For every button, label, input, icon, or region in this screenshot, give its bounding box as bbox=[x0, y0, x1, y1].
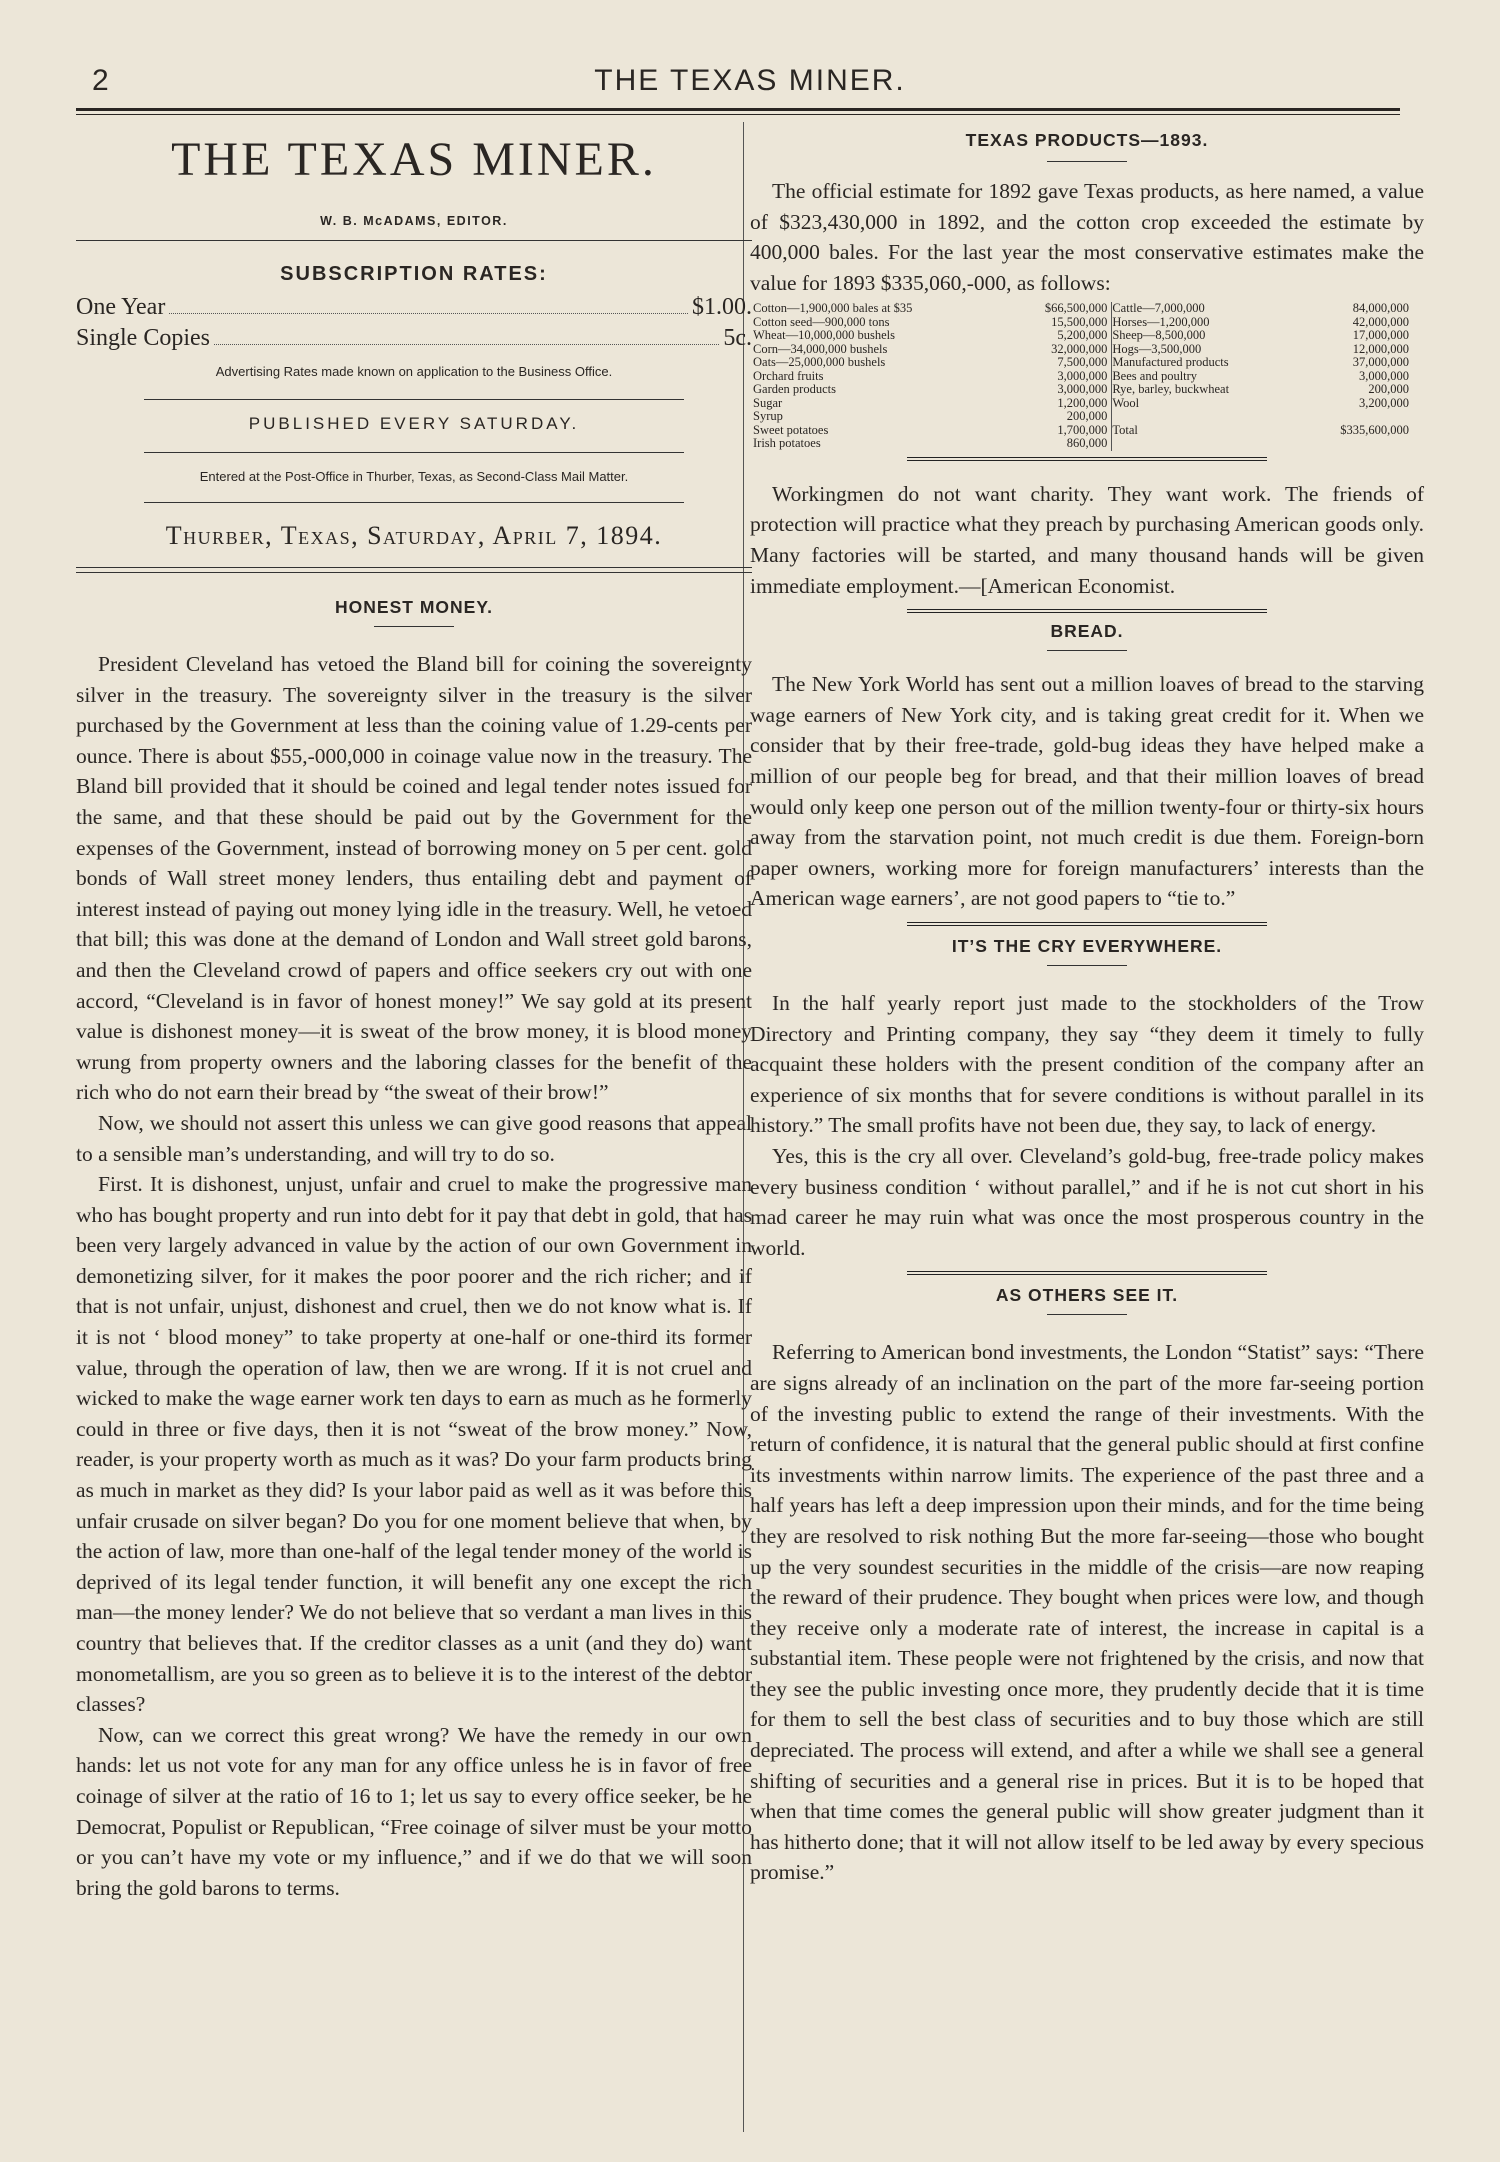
product-value: 3,000,000 bbox=[1359, 368, 1409, 383]
dateline-rule bbox=[76, 567, 752, 568]
product-value bbox=[1298, 410, 1413, 424]
products-table-row bbox=[753, 437, 1413, 451]
product-value: 42,000,000 bbox=[1352, 314, 1409, 329]
leader-dots bbox=[214, 344, 719, 345]
headline-rule bbox=[1047, 650, 1127, 651]
product-value: 1,700,000 bbox=[1006, 424, 1112, 438]
product-item: Cotton seed—900,000 tons bbox=[753, 314, 890, 329]
headline-rule bbox=[1047, 965, 1127, 966]
product-item bbox=[1112, 437, 1298, 451]
product-item: Manufactured products bbox=[1112, 355, 1229, 370]
article-texas-products bbox=[750, 176, 1424, 298]
product-item: Wool bbox=[1112, 395, 1140, 410]
products-table-row bbox=[753, 424, 1413, 438]
headline-rule bbox=[374, 626, 454, 627]
article-paragraph: Now, can we correct this great wrong? We have the remedy in our own hands: let us not vote for any man for any office unless he is in favor of free coinage of silver at the ratio of 16 to 1; let us say to every office seeker, be he Democrat, Populist or Republican, “Free coinage of silver must be your motto or you can’t have my vote or my influence,” and if we do that we will soon bring the gold barons to terms. bbox=[76, 1722, 752, 1900]
subscription-rates bbox=[76, 292, 752, 354]
header-rule bbox=[76, 108, 1400, 111]
product-value: $335,600,000 bbox=[1340, 422, 1409, 437]
product-value: 84,000,000 bbox=[1352, 301, 1409, 316]
article-bread bbox=[750, 669, 1424, 914]
product-value: 3,000,000 bbox=[1006, 383, 1112, 397]
product-item: Corn—34,000,000 bushels bbox=[753, 341, 888, 356]
running-title: THE TEXAS MINER. bbox=[594, 64, 906, 97]
product-item: Wheat—10,000,000 bushels bbox=[753, 328, 895, 343]
leader-dots bbox=[169, 313, 688, 314]
products-table-row bbox=[753, 302, 1413, 316]
product-item: Cotton—1,900,000 bales at $35 bbox=[753, 301, 913, 316]
article-paragraph: President Cleveland has vetoed the Bland bill for coining the sovereignty silver in the treasury. The sovereignty silver in the treasury is the silver purchased by the Government at less than the coining value of 1.29-cents per ounce. There is about $55,-000,000 in coinage value now in the treasury. The Bland bill provided that it should be coined and legal tender notes issued for the same, and that these should be paid out by the Government for the expenses of the Government, instead of borrowing money on 5 per cent. gold bonds of Wall street money lenders, thus entailing debt and payment of interest instead of paying out money lying idle in the treasury. Well, he vetoed that bill; this was done at the demand of London and Wall street gold barons, and then the Cleveland crowd of papers and office seekers cry out with one accord, “Cleveland is in favor of honest money!” We say gold at its present value is dishonest money—it is sweat of the brow money, it is blood money wrung from property owners and the laboring classes for the benefit of the rich who do not earn their bread by “the sweat of their brow!” bbox=[76, 652, 752, 1105]
article-headline: BREAD. bbox=[1050, 621, 1124, 642]
article-paragraph: In the half yearly report just made to the stockholders of the Trow Directory and Printing company, they say “they deem it timely to fully acquaint these holders with the present condition of the company after an experience of six months that for severe conditions is without parallel in its history.” The small profits have not been due, they say, to lack of energy. bbox=[750, 991, 1424, 1138]
rate-row-single-copies bbox=[76, 323, 752, 354]
product-item: Oats—25,000,000 bushels bbox=[753, 355, 886, 370]
products-table-row bbox=[753, 370, 1413, 384]
products-table-body bbox=[753, 302, 1413, 451]
product-value: 37,000,000 bbox=[1352, 355, 1409, 370]
masthead-rule bbox=[144, 452, 684, 453]
rate-row-one-year bbox=[76, 292, 752, 323]
products-table-row bbox=[753, 316, 1413, 330]
product-value: 5,200,000 bbox=[1006, 329, 1112, 343]
publication-schedule: PUBLISHED EVERY SATURDAY. bbox=[248, 414, 580, 433]
product-value: 200,000 bbox=[1368, 382, 1409, 397]
rate-value: $1.00. bbox=[692, 294, 752, 320]
article-headline: IT’S THE CRY EVERYWHERE. bbox=[951, 936, 1223, 956]
masthead-rule bbox=[76, 240, 752, 241]
headline-rule bbox=[1047, 1314, 1127, 1315]
article-paragraph: Workingmen do not want charity. They want work. The friends of protection will practice what they preach by purchasing American goods only. Many factories will be started, and many thousand hands will be given immediate employment.—[American Economist. bbox=[750, 481, 1424, 598]
product-item: Total bbox=[1112, 422, 1138, 437]
product-value: 7,500,000 bbox=[1006, 356, 1112, 370]
article-headline: TEXAS PRODUCTS—1893. bbox=[965, 130, 1209, 150]
article-paragraph: Yes, this is the cry all over. Cleveland’s gold-bug, free-trade policy makes every business condition ‘ without parallel,” and if he is not cut short in his mad career he may ruin what was once the most prosperous country in the world. bbox=[750, 1143, 1424, 1260]
section-divider bbox=[907, 609, 1267, 613]
product-item: Orchard fruits bbox=[753, 368, 824, 383]
product-value: 15,500,000 bbox=[1006, 316, 1112, 330]
masthead-rule bbox=[144, 502, 684, 503]
products-table-row bbox=[753, 410, 1413, 424]
rate-label: Single Copies bbox=[76, 325, 211, 351]
left-column bbox=[76, 122, 752, 1903]
editor-line: W. B. McADAMS, EDITOR. bbox=[320, 214, 508, 228]
products-table-row bbox=[753, 343, 1413, 357]
section-divider bbox=[907, 457, 1267, 461]
product-value: 12,000,000 bbox=[1352, 341, 1409, 356]
products-table-row bbox=[753, 329, 1413, 343]
article-paragraph: The New York World has sent out a million loaves of bread to the starving wage earners of New York city, and is taking great credit for it. When we consider that by their free-trade, gold-bug ideas they have helped make a million of our people beg for bread, and that their million loaves of bread would only keep one person out of the million twenty-four or thirty-six hours away from the starvation point, not much credit is due them. Foreign-born paper owners, working more for foreign manufacturers’ interests than the American wage earners’, are not good papers to “tie to.” bbox=[750, 672, 1424, 911]
section-divider bbox=[907, 922, 1267, 926]
masthead-title: THE TEXAS MINER. bbox=[171, 133, 657, 186]
product-item: Rye, barley, buckwheat bbox=[1112, 382, 1230, 397]
product-value: 32,000,000 bbox=[1006, 343, 1112, 357]
product-value: 200,000 bbox=[1006, 410, 1112, 424]
product-item: Garden products bbox=[753, 382, 836, 397]
subscription-heading: SUBSCRIPTION RATES: bbox=[280, 263, 548, 285]
article-paragraph: First. It is dishonest, unjust, unfair and cruel to make the progressive man who has bought property and run into debt for it pay that debt in gold, that has been very largely advanced in value by the action of our own Government in demonetizing silver, for it makes the poor poorer and the rich richer; and if that is not unfair, unjust, dishonest and cruel, then we do not know what is. If it is not ‘ blood money” to take property at one-half or one-third its former value, through the operation of law, then we are wrong. If it is not cruel and wicked to make the wage earner work ten days to earn as much as he formerly could in three or five days, then it is not “sweat of the brow money.” Now, reader, is your property worth as much as it was? Do your farm products bring as much in market as they did? Is your labor paid as well as it was before this unfair crusade on silver began? Do you for one moment believe that when, by the action of law, more than one-half of the legal tender money of the world is deprived of its legal tender function, it will benefit any one except the rich man—the money lender? We do not believe that so verdant a man lives in this country that believes that. If the creditor classes as a unit (and they do) want monometallism, are you so green as to believe it is to the interest of the debtor classes? bbox=[76, 1172, 752, 1717]
product-item: Cattle—7,000,000 bbox=[1112, 301, 1205, 316]
product-item: Sugar bbox=[753, 395, 783, 410]
article-headline: AS OTHERS SEE IT. bbox=[995, 1285, 1179, 1306]
article-paragraph: Referring to American bond investments, the London “Statist” says: “There are signs already of an inclination on the part of the more far-seeing portion of the investing public to extend the range of their investments. With the return of confidence, it is natural that the general public should at first confine its investments within narrow limits. The experience of the past three and a half years has left a deep impression upon their minds, and for the time being they are resolved to risk nothing But the more far-seeing—those who bought up the very soundest securities in the middle of the crisis—are now reaping the reward of their prudence. They bought when prices were low, and though they receive only a moderate rate of interest, the increase in capital is a substantial item. These people were not frightened by the crisis, and now that they see the public investing once more, they prudently decide that it is time for them to sell the best class of securities and to buy those which are still depreciated. The process will extend, and after a while we shall see a general shifting of securities and a general rise in prices. But it is to be hoped that when that time comes the general public will show greater judgment than it has hitherto done; that it will not allow itself to be led away by every specious promise.” bbox=[750, 1340, 1424, 1885]
advertising-note: Advertising Rates made known on application to the Business Office. bbox=[215, 364, 613, 379]
product-item bbox=[1112, 410, 1298, 424]
products-table-row bbox=[753, 397, 1413, 411]
postal-entry-note: Entered at the Post-Office in Thurber, Texas, as Second-Class Mail Matter. bbox=[199, 469, 629, 484]
dateline: Thurber, Texas, Saturday, April 7, 1894. bbox=[165, 521, 663, 550]
product-value: 1,200,000 bbox=[1006, 397, 1112, 411]
products-table-row bbox=[753, 383, 1413, 397]
product-value: $66,500,000 bbox=[1006, 302, 1112, 316]
product-item: Sheep—8,500,000 bbox=[1112, 328, 1206, 343]
masthead-rule bbox=[144, 399, 684, 400]
article-paragraph: Now, we should not assert this unless we can give good reasons that appeal to a sensible man’s understanding, and will try to do so. bbox=[76, 1110, 752, 1166]
product-value: 860,000 bbox=[1006, 437, 1112, 451]
dateline-rule bbox=[76, 572, 752, 573]
article-paragraph: The official estimate for 1892 gave Texas products, as here named, a value of $323,430,000 in 1892, and the cotton crop exceeded the estimate by 400,000 bales. For the last year the most conservative estimates make the value for 1893 $335,060,-000, as follows: bbox=[750, 179, 1424, 295]
header-rule-thin bbox=[76, 114, 1400, 115]
texas-products-table bbox=[753, 302, 1413, 451]
product-value: 3,200,000 bbox=[1359, 395, 1409, 410]
products-table-row bbox=[753, 356, 1413, 370]
product-item: Irish potatoes bbox=[753, 436, 821, 451]
article-workingmen bbox=[750, 479, 1424, 601]
product-item: Bees and poultry bbox=[1112, 368, 1198, 383]
product-value: 3,000,000 bbox=[1006, 370, 1112, 384]
article-cry-everywhere bbox=[750, 988, 1424, 1263]
right-column bbox=[750, 122, 1424, 1888]
product-item: Syrup bbox=[753, 409, 783, 424]
product-value: 17,000,000 bbox=[1352, 328, 1409, 343]
product-item: Horses—1,200,000 bbox=[1112, 314, 1210, 329]
headline-rule bbox=[1047, 161, 1127, 162]
product-value bbox=[1298, 437, 1413, 451]
section-divider bbox=[907, 1271, 1267, 1275]
article-as-others-see-it bbox=[750, 1337, 1424, 1888]
rate-value: 5c. bbox=[723, 325, 752, 351]
page-number: 2 bbox=[92, 64, 109, 97]
rate-label: One Year bbox=[76, 294, 166, 320]
article-honest-money bbox=[76, 649, 752, 1903]
product-item: Hogs—3,500,000 bbox=[1112, 341, 1202, 356]
product-item: Sweet potatoes bbox=[753, 422, 829, 437]
article-headline: HONEST MONEY. bbox=[335, 597, 493, 617]
